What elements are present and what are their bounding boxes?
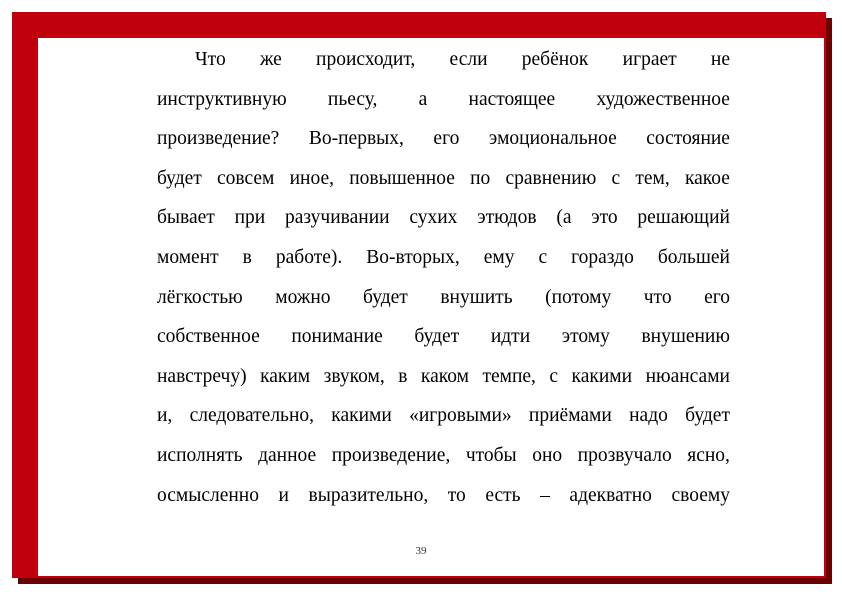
text-line: будет совсем иное, повышенное по сравнению с тем, какое <box>157 167 730 189</box>
page-number: 39 <box>415 545 427 557</box>
text-line: бывает при разучивании сухих этюдов (а это решающий <box>157 207 730 229</box>
text-line: исполнять данное произведение, чтобы оно прозвучало ясно, <box>157 444 730 466</box>
text-line: лёгкостью можно будет внушить (потому что его <box>157 286 730 308</box>
text-line: инструктивную пьесу, а настоящее художественное <box>157 88 730 110</box>
text-line: момент в работе). Во-вторых, ему с гораздо большей <box>157 246 730 268</box>
text-line: Что же происходит, если ребёнок играет не <box>195 49 730 70</box>
text-line: и, следовательно, какими «игровыми» приёмами надо будет <box>157 405 730 427</box>
body-text <box>157 40 730 515</box>
text-line: навстречу) каким звуком, в каком темпе, с какими нюансами <box>157 365 730 387</box>
text-line: произведение? Во-первых, его эмоциональное состояние <box>157 128 730 150</box>
text-line: собственное понимание будет идти этому внушению <box>157 326 730 348</box>
text-line: осмысленно и выразительно, то есть – адекватно своему <box>157 484 730 506</box>
